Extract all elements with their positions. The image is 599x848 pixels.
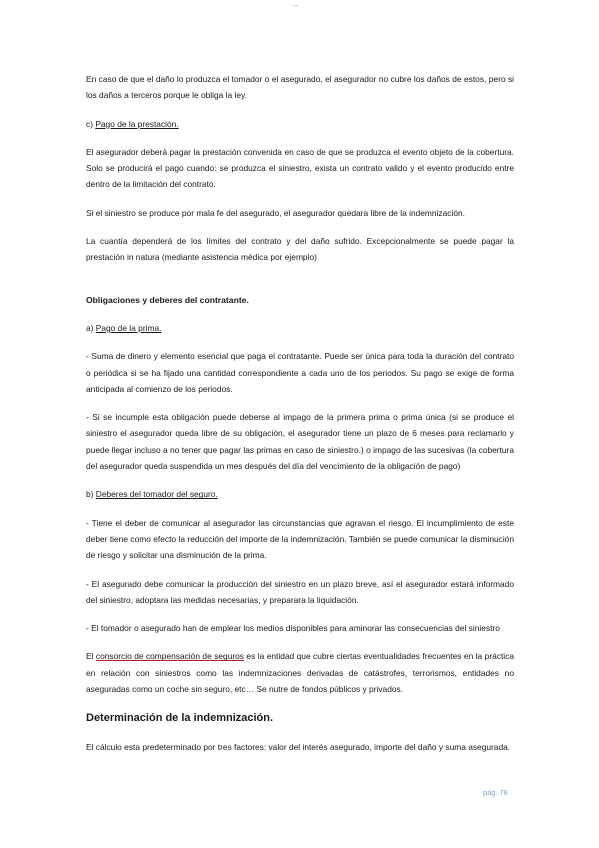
- paragraph: - Suma de dinero y elemento esencial que paga el contratante. Puede ser única para toda la duración del contrato o periódica si se ha fijado una cantidad correspondiente a cada uno de los periodos. Su pago se exige de forma anticipada al comienzo de los periodos.: [86, 351, 514, 394]
- paragraph: Si el siniestro se produce por mala fe del asegurado, el asegurador quedara libre de la indemnización.: [86, 207, 465, 218]
- section-prefix: b): [86, 489, 96, 500]
- paragraph: - Si se incumple esta obligación puede deberse al impago de la primera prima o prima única (si se produce el siniestro el asegurador queda libre de su obligación, el asegurador tiene un plazo de 6 meses para reclamarlo y puede llegar incluso a no tener que pagar las primas en caso de siniestro.) o impago de las sucesivas (la cobertura del asegurador queda suspendida un mes después del día del vencimiento de la obligación de pago): [86, 412, 514, 472]
- section-c-title: Pago de la prestación.: [95, 118, 179, 129]
- consorcio-link: consorcio de compensación de seguros: [95, 651, 244, 662]
- determinacion-heading: Determinación de la indemnización.: [86, 712, 274, 725]
- paragraph: El cálculo esta predeterminado por tres factores: valor del interés asegurado, importe del daño y suma asegurada.: [86, 742, 511, 753]
- section-b-title: Deberes del tomador del seguro.: [95, 489, 218, 500]
- text-span: es la entidad que cubre ciertas eventualidades frecuentes en la práctica en relación con siniestros como las indemnizaciones derivadas de catástrofes, terrorismos, entidades no aseguradas como un coche sin seguro, etc… Se nutre de fondos públicos y privados.: [86, 651, 514, 695]
- section-prefix: a): [86, 322, 96, 333]
- section-a-title: Pago de la prima.: [95, 322, 162, 333]
- paragraph: En caso de que el daño lo produzca el tomador o el asegurado, el asegurador no cubre los daños de estos, pero si los daños a terceros porque le obliga la ley.: [86, 74, 514, 101]
- paragraph-consorcio: [86, 648, 514, 697]
- section-a-heading: [86, 320, 514, 336]
- paragraph: - El asegurado debe comunicar la producción del siniestro en un plazo breve, así el asegurador estará informado del siniestro, adoptara las medidas necesarias, y preparara la liquidación.: [86, 578, 514, 605]
- paragraph: La cuantía dependerá de los límites del contrato y del daño sufrido. Excepcionalmente se puede pagar la prestación in natura (mediante asistencia médica por ejemplo): [86, 236, 514, 263]
- section-prefix: c): [86, 118, 96, 129]
- section-c-heading: [86, 116, 514, 132]
- paragraph: - Tiene el deber de comunicar al asegurador las circunstancias que agravan el riesgo. El incumplimiento de este deber tiene como efecto la reducción del importe de la indemnización. También se puede comunicar la disminución de riesgo y solicitar una disminución de la prima.: [86, 517, 514, 561]
- paragraph: El asegurador deberá pagar la prestación convenida en caso de que se produzca el evento objeto de la cobertura. Solo se producirá el pago cuando: se produzca el siniestro, exista un contrato valido y el evento producido entre dentro de la limitación del contrato.: [86, 146, 514, 190]
- page-content: [86, 71, 514, 756]
- page-number: pág. 78: [483, 788, 508, 797]
- header-mark: ....: [292, 2, 299, 8]
- text-span: El: [86, 651, 96, 662]
- section-b-heading: [86, 486, 514, 502]
- paragraph: - El tomador o asegurado han de emplear los medios disponibles para aminorar las consecuencias del siniestro: [86, 623, 500, 634]
- obligaciones-heading: Obligaciones y deberes del contratante.: [86, 294, 249, 305]
